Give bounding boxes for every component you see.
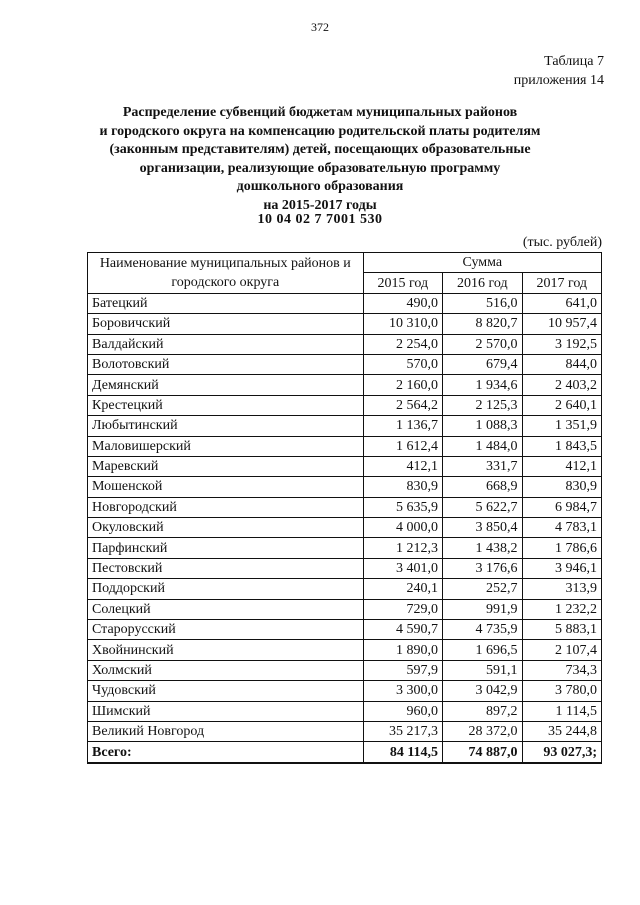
- amount-2017: 3 192,5: [522, 334, 601, 354]
- municipality-name: Чудовский: [88, 681, 364, 701]
- amount-2016: 74 887,0: [443, 742, 522, 763]
- amount-2016: 252,7: [443, 579, 522, 599]
- municipality-name: Крестецкий: [88, 395, 364, 415]
- header-year-2017: 2017 год: [522, 273, 601, 293]
- table-row: [88, 477, 602, 497]
- municipality-name: Великий Новгород: [88, 721, 364, 741]
- amount-2016: 3 850,4: [443, 518, 522, 538]
- title-line: организации, реализующие образовательную программу: [139, 160, 501, 176]
- amount-2017: 3 780,0: [522, 681, 601, 701]
- amount-2017: 2 403,2: [522, 375, 601, 395]
- amount-2017: 1 843,5: [522, 436, 601, 456]
- table-row: [88, 579, 602, 599]
- document-title: [60, 104, 580, 215]
- table-row: [88, 314, 602, 334]
- amount-2016: 679,4: [443, 354, 522, 374]
- amount-2016: 991,9: [443, 599, 522, 619]
- amount-2016: 1 696,5: [443, 640, 522, 660]
- table-body: [88, 293, 602, 762]
- amount-2017: 35 244,8: [522, 721, 601, 741]
- amount-2016: 4 735,9: [443, 620, 522, 640]
- table-row: [88, 681, 602, 701]
- table-row: [88, 395, 602, 415]
- municipality-name: Шимский: [88, 701, 364, 721]
- amount-2015: 1 136,7: [363, 416, 442, 436]
- amount-2015: 830,9: [363, 477, 442, 497]
- table-row: [88, 599, 602, 619]
- amount-2016: 516,0: [443, 293, 522, 313]
- municipality-name: Демянский: [88, 375, 364, 395]
- title-line: Распределение субвенций бюджетам муниципальных районов: [122, 105, 518, 120]
- municipality-name: Окуловский: [88, 518, 364, 538]
- header-year-2016: 2016 год: [443, 273, 522, 293]
- amount-2015: 4 590,7: [363, 620, 442, 640]
- table-reference: [514, 52, 604, 90]
- table-row: [88, 620, 602, 640]
- amount-2017: 10 957,4: [522, 314, 601, 334]
- municipality-name: Батецкий: [88, 293, 364, 313]
- amount-2017: 93 027,3;: [522, 742, 601, 763]
- units-label: (тыс. рублей): [522, 235, 602, 250]
- amount-2017: 1 351,9: [522, 416, 601, 436]
- amount-2015: 4 000,0: [363, 518, 442, 538]
- amount-2015: 3 300,0: [363, 681, 442, 701]
- amount-2015: 5 635,9: [363, 497, 442, 517]
- municipality-name: Любытинский: [88, 416, 364, 436]
- header-sum: Сумма: [363, 253, 601, 273]
- municipality-name: Мошенской: [88, 477, 364, 497]
- table-row: [88, 538, 602, 558]
- amount-2016: 1 934,6: [443, 375, 522, 395]
- amount-2015: 1 212,3: [363, 538, 442, 558]
- amount-2016: 8 820,7: [443, 314, 522, 334]
- page-number: 372: [311, 20, 329, 34]
- municipality-name: Маловишерский: [88, 436, 364, 456]
- amount-2015: 960,0: [363, 701, 442, 721]
- amount-2015: 2 160,0: [363, 375, 442, 395]
- amount-2015: 3 401,0: [363, 558, 442, 578]
- amount-2016: 3 176,6: [443, 558, 522, 578]
- amount-2016: 2 570,0: [443, 334, 522, 354]
- amount-2016: 331,7: [443, 456, 522, 476]
- amount-2015: 570,0: [363, 354, 442, 374]
- municipality-name: Пестовский: [88, 558, 364, 578]
- amount-2015: 10 310,0: [363, 314, 442, 334]
- amount-2015: 597,9: [363, 660, 442, 680]
- amount-2017: 1 114,5: [522, 701, 601, 721]
- amount-2015: 490,0: [363, 293, 442, 313]
- table-reference-line1: Таблица 7: [544, 54, 604, 69]
- amount-2017: 734,3: [522, 660, 601, 680]
- amount-2015: 2 564,2: [363, 395, 442, 415]
- amount-2017: 2 640,1: [522, 395, 601, 415]
- header-municipality: Наименование муниципальных районов и городского округа: [88, 253, 364, 294]
- amount-2015: 1 612,4: [363, 436, 442, 456]
- table-header-row: [88, 253, 602, 273]
- municipality-name: Новгородский: [88, 497, 364, 517]
- amount-2015: 35 217,3: [363, 721, 442, 741]
- amount-2017: 4 783,1: [522, 518, 601, 538]
- table-total-row: [88, 742, 602, 763]
- table-row: [88, 721, 602, 741]
- amount-2015: 240,1: [363, 579, 442, 599]
- amount-2017: 412,1: [522, 456, 601, 476]
- table-row: [88, 701, 602, 721]
- amount-2016: 1 484,0: [443, 436, 522, 456]
- title-line: на 2015-2017 годы: [263, 197, 377, 213]
- amount-2016: 591,1: [443, 660, 522, 680]
- municipality-name: Маревский: [88, 456, 364, 476]
- amount-2016: 668,9: [443, 477, 522, 497]
- municipality-name: Поддорский: [88, 579, 364, 599]
- subsidy-table: [87, 252, 602, 764]
- amount-2016: 1 438,2: [443, 538, 522, 558]
- total-label: Всего:: [88, 742, 364, 763]
- municipality-name: Волотовский: [88, 354, 364, 374]
- amount-2017: 313,9: [522, 579, 601, 599]
- table-reference-line2: приложения 14: [513, 73, 604, 88]
- table-row: [88, 354, 602, 374]
- table-row: [88, 334, 602, 354]
- municipality-name: Боровичский: [88, 314, 364, 334]
- municipality-name: Старорусский: [88, 620, 364, 640]
- amount-2017: 5 883,1: [522, 620, 601, 640]
- amount-2016: 897,2: [443, 701, 522, 721]
- amount-2016: 5 622,7: [443, 497, 522, 517]
- municipality-name: Парфинский: [88, 538, 364, 558]
- budget-code: 10 04 02 7 7001 530: [257, 212, 383, 227]
- municipality-name: Валдайский: [88, 334, 364, 354]
- amount-2017: 1 232,2: [522, 599, 601, 619]
- amount-2016: 3 042,9: [443, 681, 522, 701]
- table-row: [88, 497, 602, 517]
- municipality-name: Хвойнинский: [88, 640, 364, 660]
- amount-2016: 28 372,0: [443, 721, 522, 741]
- amount-2015: 729,0: [363, 599, 442, 619]
- table-row: [88, 456, 602, 476]
- table-row: [88, 375, 602, 395]
- header-year-2015: 2015 год: [363, 273, 442, 293]
- title-line: дошкольного образования: [236, 179, 404, 194]
- amount-2016: 2 125,3: [443, 395, 522, 415]
- amount-2017: 844,0: [522, 354, 601, 374]
- municipality-name: Солецкий: [88, 599, 364, 619]
- table-row: [88, 436, 602, 456]
- table-row: [88, 640, 602, 660]
- table-row: [88, 416, 602, 436]
- amount-2017: 830,9: [522, 477, 601, 497]
- amount-2017: 2 107,4: [522, 640, 601, 660]
- amount-2015: 84 114,5: [363, 742, 442, 763]
- amount-2017: 6 984,7: [522, 497, 601, 517]
- amount-2017: 3 946,1: [522, 558, 601, 578]
- amount-2016: 1 088,3: [443, 416, 522, 436]
- table-row: [88, 518, 602, 538]
- table-row: [88, 660, 602, 680]
- amount-2015: 2 254,0: [363, 334, 442, 354]
- amount-2015: 412,1: [363, 456, 442, 476]
- amount-2017: 641,0: [522, 293, 601, 313]
- amount-2015: 1 890,0: [363, 640, 442, 660]
- amount-2017: 1 786,6: [522, 538, 601, 558]
- table-row: [88, 293, 602, 313]
- title-line: (законным представителям) детей, посещающих образовательные: [109, 142, 531, 157]
- municipality-name: Холмский: [88, 660, 364, 680]
- title-line: и городского округа на компенсацию родительской платы родителям: [99, 123, 541, 139]
- table-row: [88, 558, 602, 578]
